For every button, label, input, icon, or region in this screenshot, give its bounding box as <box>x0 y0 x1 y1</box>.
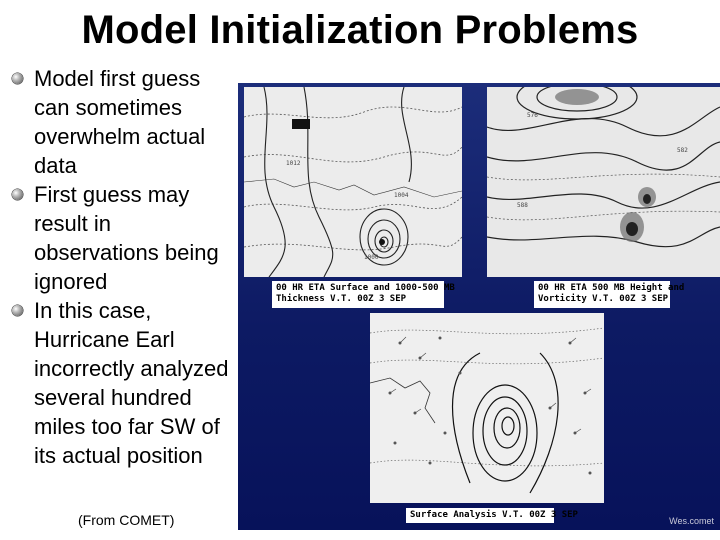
caption-line: Surface Analysis V.T. 00Z 3 SEP <box>410 510 578 520</box>
bullet-dot-icon <box>12 305 23 316</box>
svg-text:582: 582 <box>677 147 688 154</box>
svg-text:576: 576 <box>527 112 538 119</box>
bullet-text: In this case, Hurricane Earl incorrectly analyzed several hundred miles too far SW of its actual position <box>34 298 229 468</box>
surface-analysis-caption <box>406 508 578 523</box>
caption-line: 00 HR ETA Surface and 1000-500 MB <box>276 283 455 293</box>
bullet-item <box>12 180 234 296</box>
caption-line: Vorticity V.T. 00Z 3 SEP <box>538 294 669 304</box>
slide-title: Model Initialization Problems <box>81 8 639 52</box>
eta-500mb-map-image <box>487 87 720 277</box>
caption-line: 00 HR ETA 500 MB Height and <box>538 283 685 293</box>
eta-500mb-map <box>487 87 720 277</box>
svg-text:1012: 1012 <box>286 160 301 167</box>
eta-surface-map <box>244 87 462 277</box>
svg-text:588: 588 <box>517 202 528 209</box>
bullet-dot-icon <box>12 189 23 200</box>
surface-thickness-caption <box>272 281 455 308</box>
svg-text:1004: 1004 <box>394 192 409 199</box>
svg-text:1000: 1000 <box>364 254 379 261</box>
source-watermark: Wes.comet <box>669 516 714 526</box>
height-vorticity-caption <box>534 281 685 308</box>
bullet-item <box>12 296 234 470</box>
bullet-text: First guess may result in observations being ignored <box>34 182 219 294</box>
bullet-dot-icon <box>12 73 23 84</box>
bullet-item <box>12 64 234 180</box>
source-credit: (From COMET) <box>78 512 175 528</box>
bullet-list <box>12 64 234 470</box>
surface-analysis-map <box>370 313 604 503</box>
weather-figure-panel <box>238 83 720 530</box>
surface-analysis-map-image <box>370 313 604 503</box>
caption-line: Thickness V.T. 00Z 3 SEP <box>276 294 407 304</box>
bullet-text: Model first guess can sometimes overwhelm actual data <box>34 66 206 178</box>
eta-surface-map-image <box>244 87 462 277</box>
